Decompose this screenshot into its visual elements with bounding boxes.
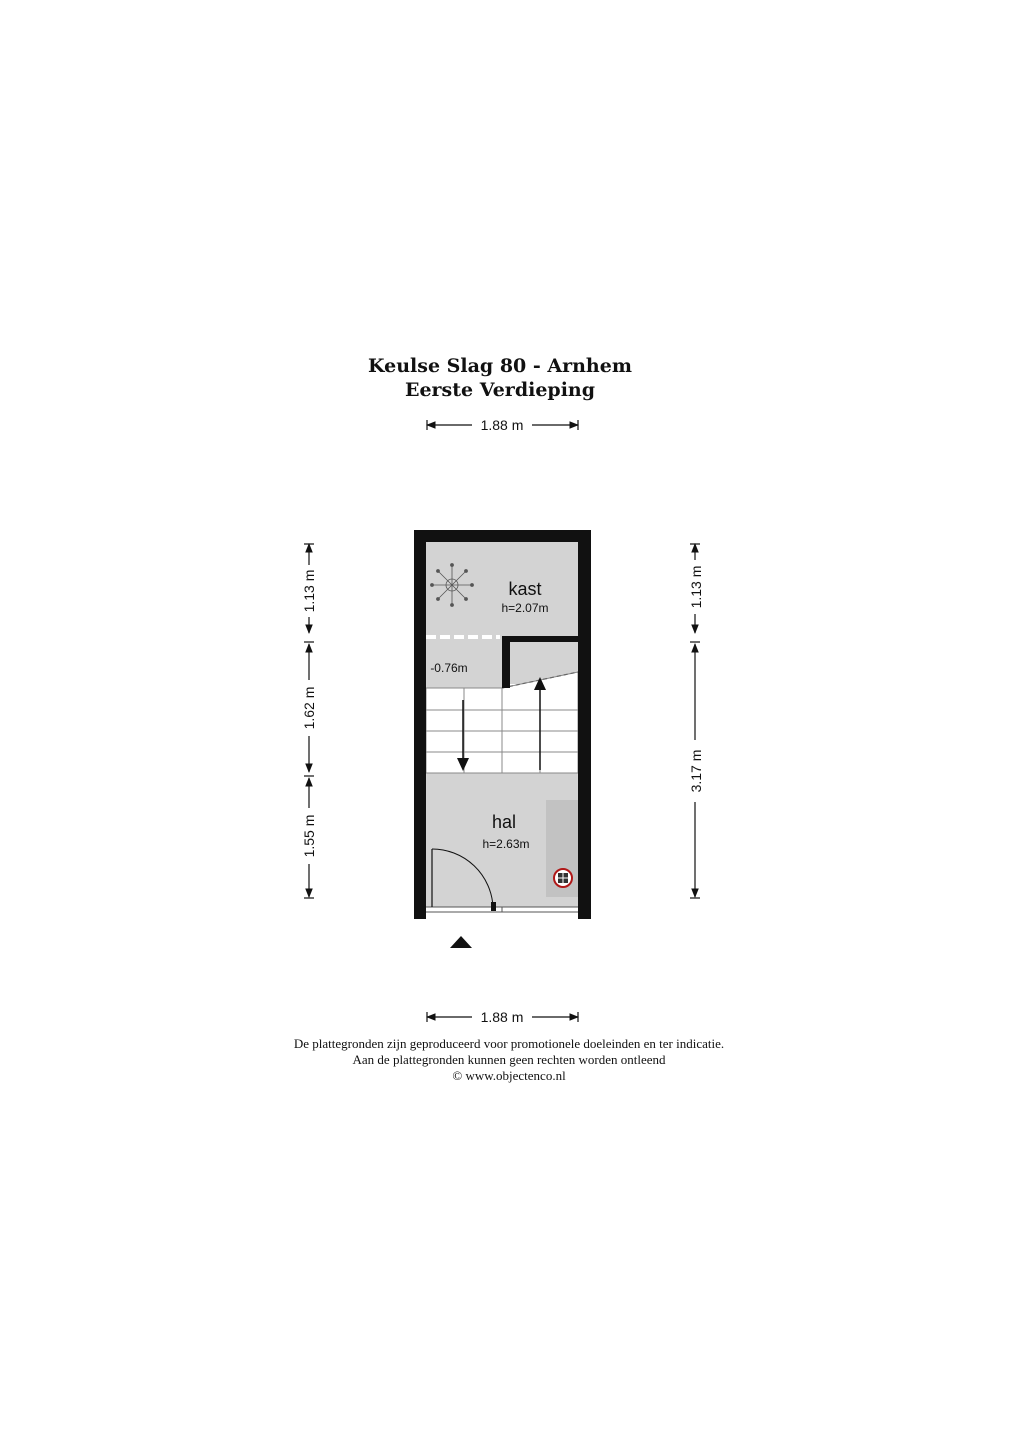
copyright-line: © www.objectenco.nl: [452, 1068, 566, 1083]
room-name-hal: hal: [491, 812, 517, 832]
room-name-kast: kast: [508, 579, 542, 599]
room-height-kast: h=2.07m: [501, 601, 549, 615]
dimension-left-stairs: [301, 642, 317, 772]
dimension-bottom-width-label: 1.88 m: [480, 1009, 524, 1025]
dimension-right-rest-label: 3.17 m: [688, 749, 704, 793]
landing-level-label: -0.76m: [430, 661, 468, 675]
dimension-right-rest: [688, 642, 704, 898]
meter-cupboard-icon: [554, 869, 572, 887]
dimension-right-kast: [688, 544, 704, 633]
dimension-bottom-width: [427, 1009, 578, 1025]
dimension-left-hal-label: 1.55 m: [301, 814, 317, 858]
entrance-arrow-icon: [450, 936, 472, 948]
dimension-left-stairs-label: 1.62 m: [301, 686, 317, 730]
front-facade-window: [426, 907, 578, 912]
ceiling-light-icon: [431, 564, 474, 607]
disclaimer-line-1: De plattegronden zijn geproduceerd voor promotionele doeleinden en ter indicatie.: [293, 1036, 725, 1051]
floor-plan-subtitle: Eerste Verdieping: [404, 379, 596, 401]
dimension-left-kast: [301, 544, 317, 633]
dimension-top-width-label: 1.88 m: [480, 417, 524, 433]
dimension-right-kast-label: 1.13 m: [688, 565, 704, 609]
dimension-left-hal: [301, 776, 317, 898]
floor-plan-title: Keulse Slag 80 - Arnhem: [368, 355, 632, 377]
disclaimer-line-2: Aan de plattegronden kunnen geen rechten worden ontleend: [352, 1052, 666, 1067]
room-height-hal: h=2.63m: [482, 837, 530, 851]
dimension-top-width: [427, 417, 578, 433]
dimension-left-kast-label: 1.13 m: [301, 569, 317, 613]
floor-kast: [426, 542, 578, 636]
